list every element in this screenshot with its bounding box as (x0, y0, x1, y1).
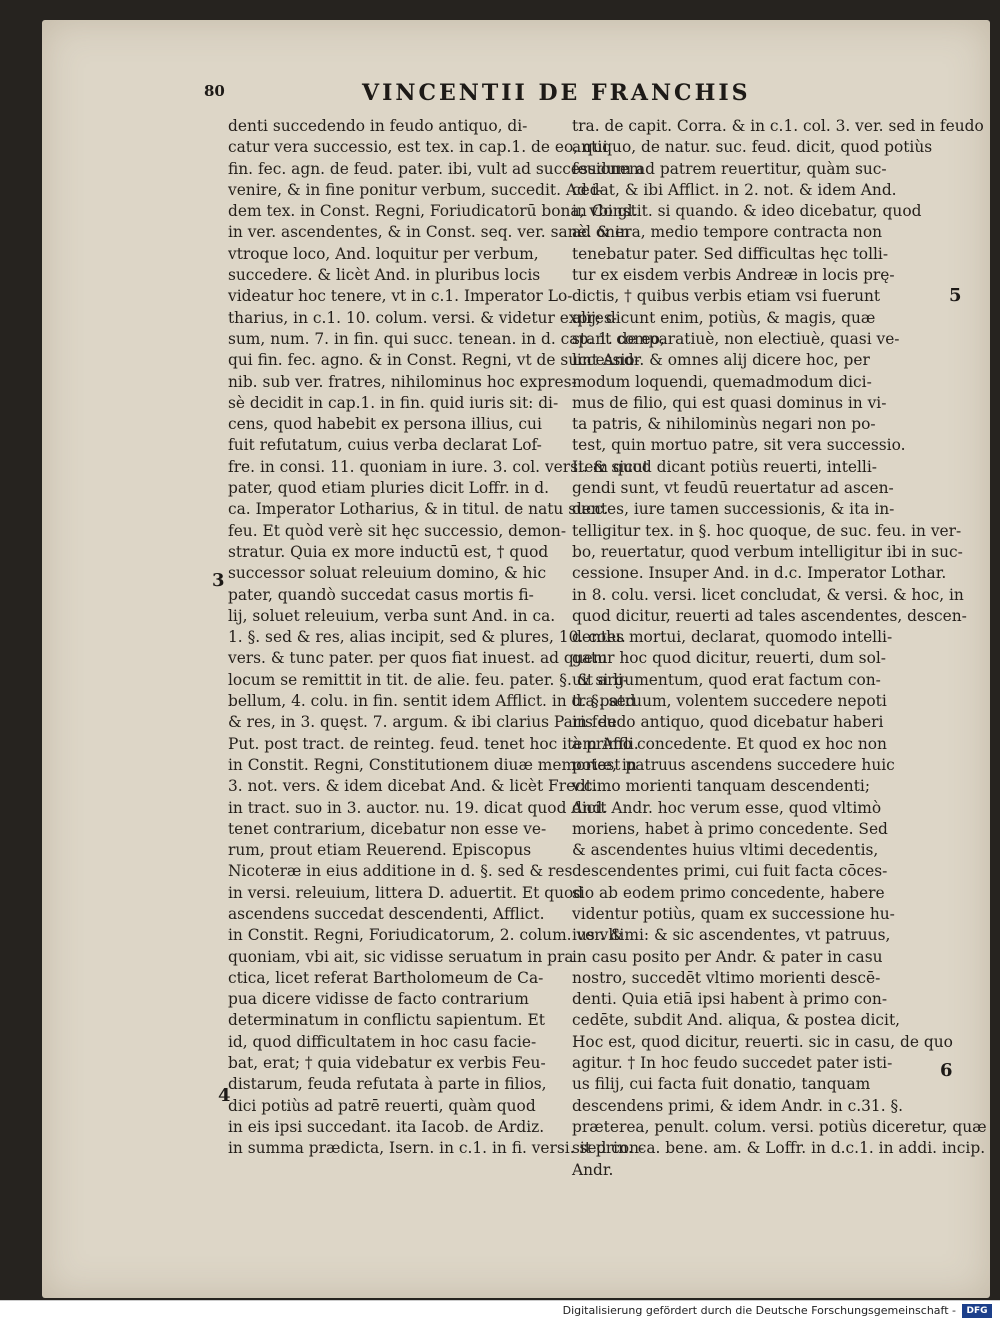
footer-bar (0, 1300, 1000, 1322)
running-head: VINCENTII DE FRANCHIS (362, 80, 751, 106)
text-line: dicit Andr. hoc verum esse, quod vltimò (572, 798, 882, 817)
text-line: antiquo, de natur. suc. feud. dicit, quod potiùs (572, 138, 933, 157)
text-line: mus de filio, qui est quasi dominus in vi- (572, 393, 887, 412)
marginal-number-3: 3 (212, 570, 225, 591)
text-line: sè decidit in cap.1. in fin. quid iuris sit: di- (228, 393, 559, 412)
text-line: in Constit. Regni, Constitutionem diuæ memoriæ, in (228, 755, 637, 774)
text-line: gatur hoc quod dicitur, reuerti, dum sol- (572, 649, 886, 668)
text-line: pater, quandò succedat casus mortis fi- (228, 585, 534, 604)
text-line: 3. not. vers. & idem dicebat And. & licèt Frecc. (228, 777, 598, 796)
text-line: succedere. & licèt And. in pluribus locis (228, 266, 541, 285)
text-line: vltimo morienti tanquam descendenti; (572, 777, 870, 796)
text-line: lij, soluet releuium, verba sunt And. in ca. (228, 606, 556, 625)
text-line: feudum ad patrem reuertitur, quàm suc- (572, 159, 887, 178)
text-line: præterea, penult. colum. versi. potiùs diceretur, quæ (572, 1117, 987, 1136)
text-line: descendens primi, & idem Andr. in c.31. §. (572, 1096, 904, 1115)
text-line: sum, num. 7. in fin. qui succ. tenean. in d. cap. 1. de eo, (228, 329, 665, 348)
text-line: & res, in 3. quęst. 7. argum. & ibi clarius Paris de (228, 713, 617, 732)
text-line: in feudo antiquo, quod dicebatur haberi (572, 713, 884, 732)
text-line: dentes, iure tamen successionis, & ita in- (572, 500, 895, 519)
text-line: dici potiùs ad patrē reuerti, quàm quod (228, 1096, 536, 1115)
text-line: stant comparatiuè, non electiuè, quasi ve- (572, 329, 900, 348)
text-line: agitur. † In hoc feudo succedet pater isti- (572, 1054, 893, 1073)
text-line: bat, erat; † quia videbatur ex verbis Feu- (228, 1054, 546, 1073)
text-line: rum, prout etiam Reuerend. Episcopus (228, 841, 532, 860)
text-line: sio ab eodem primo concedente, habere (572, 883, 885, 902)
text-line: nib. sub ver. fratres, nihilominus hoc expres- (228, 372, 577, 391)
text-line: nostro, succedēt vltimo morienti descē- (572, 968, 881, 987)
text-line: moriens, habet à primo concedente. Sed (572, 819, 888, 838)
left-text-column (228, 116, 665, 1160)
text-line: descendentes primi, cui fuit facta cōces- (572, 862, 888, 881)
text-line: vtroque loco, And. loquitur per verbum, (228, 244, 539, 263)
text-line: tenebatur pater. Sed difficultas hęc tolli- (572, 244, 889, 263)
text-line: in versi. releuium, littera D. aduertit. Et quod (228, 883, 584, 902)
text-line: pater, quod etiam pluries dicit Loffr. in d. (228, 479, 550, 498)
text-line: cedat, & ibi Afflict. in 2. not. & idem And. (572, 180, 897, 199)
text-line: feu. Et quòd verè sit hęc successio, demon- (228, 521, 567, 540)
page-header (42, 80, 990, 110)
text-line: test, quin mortuo patre, sit vera successio. (572, 436, 906, 455)
text-line: quoniam, vbi ait, sic vidisse seruatum in pra (228, 947, 574, 966)
text-line: in eis ipsi succedant. ita Iacob. de Ardiz. (228, 1117, 545, 1136)
text-line: us filij, cui facta fuit donatio, tanquam (572, 1075, 871, 1094)
text-line: dentes mortui, declarat, quomodo intelli- (572, 628, 893, 647)
footer-credit: Digitalisierung gefördert durch die Deutsche Forschungsgemeinschaft - (562, 1304, 956, 1317)
text-line: bo, reuertatur, quod verbum intelligitur ibi in suc- (572, 542, 963, 561)
text-line: potest patruus ascendens succedere huic (572, 755, 895, 774)
text-line: catur vera successio, est tex. in cap.1. de eo, qui (228, 138, 608, 157)
text-line: id, quod difficultatem in hoc casu facie- (228, 1032, 537, 1051)
text-line: distarum, feuda refutata à parte in filios, (228, 1075, 547, 1094)
text-line: in Constit. si quando. & ideo dicebatur, quod (572, 202, 922, 221)
text-line: ad onera, medio tempore contracta non (572, 223, 882, 242)
text-line: modum loquendi, quemadmodum dici- (572, 372, 872, 391)
text-line: dem tex. in Const. Regni, Foriudicatorū bona, vbi gl. (228, 202, 638, 221)
text-line: tenet contrarium, dicebatur non esse ve- (228, 819, 547, 838)
text-line: ctica, licet referat Bartholomeum de Ca- (228, 968, 544, 987)
text-line: in 8. colu. versi. licet concludat, & versi. & hoc, in (572, 585, 964, 604)
text-line: venire, & in fine ponitur verbum, succedit. Ad i- (228, 180, 602, 199)
right-text-column (572, 116, 987, 1181)
text-line: gendi sunt, vt feudū reuertatur ad ascen- (572, 479, 894, 498)
text-line: à primo concedente. Et quod ex hoc non (572, 734, 887, 753)
marginal-number-5: 5 (949, 285, 962, 306)
text-line: fuit refutatum, cuius verba declarat Lof- (228, 436, 542, 455)
text-line: videntur potiùs, quam ex successione hu- (572, 904, 895, 923)
text-line: determinatum in conflictu sapientum. Et (228, 1011, 545, 1030)
text-line: lint Andr. & omnes alij dicere hoc, per (572, 351, 870, 370)
dfg-logo: DFG (962, 1304, 992, 1318)
text-line: ascendens succedat descendenti, Afflict. (228, 904, 545, 923)
text-line: successor soluat releuium domino, & hic (228, 564, 547, 583)
text-line: denti. Quia etiā ipsi habent à primo con- (572, 990, 888, 1009)
text-line: cens, quod habebit ex persona illius, cui (228, 415, 542, 434)
text-line: tra. de capit. Corra. & in c.1. col. 3. ver. sed in feudo (572, 117, 984, 135)
text-line: tur ex eisdem verbis Andreæ in locis prę- (572, 266, 895, 285)
text-line: in ver. ascendentes, & in Const. seq. ver. sanè. & in (228, 223, 630, 242)
text-line: telligitur tex. in §. hoc quoque, de suc. feu. in ver- (572, 521, 962, 540)
marginal-number-6: 6 (940, 1060, 953, 1081)
text-line: alij; dicunt enim, potiùs, & magis, quæ (572, 308, 876, 327)
book-page (42, 20, 990, 1298)
text-line: in casu posito per Andr. & pater in casu (572, 947, 883, 966)
text-line: bellum, 4. colu. in fin. sentit idem Afflict. in d. §. sed (228, 692, 636, 711)
text-line: in tract. suo in 3. auctor. nu. 19. dicat quod And. (228, 798, 608, 817)
text-line: fin. fec. agn. de feud. pater. ibi, vult ad successionem (228, 159, 644, 178)
text-line: dictis, † quibus verbis etiam vsi fuerunt (572, 287, 881, 306)
marginal-number-4: 4 (218, 1085, 231, 1106)
text-line: stratur. Quia ex more inductū est, † quod (228, 542, 549, 561)
text-line: sit prin. ca. bene. am. & Loffr. in d.c.1. in addi. incip. (572, 1139, 986, 1158)
text-line: fre. in consi. 11. quoniam in iure. 3. col. versi. & sicut (228, 457, 649, 476)
text-line: & ascendentes huius vltimi decedentis, (572, 841, 879, 860)
text-line: denti succedendo in feudo antiquo, di- (228, 117, 528, 135)
text-line: videatur hoc tenere, vt in c.1. Imperator Lo- (228, 287, 573, 306)
text-line: in Constit. Regni, Foriudicatorum, 2. colum. ver. & (228, 926, 624, 945)
text-line: tharius, in c.1. 10. colum. versi. & videtur expres- (228, 308, 617, 327)
text-line: pua dicere vidisse de facto contrarium (228, 990, 529, 1009)
text-line: Hoc est, quod dicitur, reuerti. sic in casu, de quo (572, 1032, 953, 1051)
text-line: Andr. (572, 1160, 614, 1179)
text-line: Item quod dicant potiùs reuerti, intelli- (572, 457, 877, 476)
text-line: ta patris, & nihilominùs negari non po- (572, 415, 876, 434)
text-line: 1. §. sed & res, alias incipit, sed & plures, 10. colu. (228, 628, 626, 647)
text-line: ius vltimi: & sic ascendentes, vt patruus, (572, 926, 891, 945)
text-line: qui fin. fec. agno. & in Const. Regni, vt de successio- (228, 351, 640, 370)
text-line: cedēte, subdit And. aliqua, & postea dicit, (572, 1011, 901, 1030)
text-line: quod dicitur, reuerti ad tales ascendentes, descen- (572, 606, 967, 625)
text-line: vers. & tunc pater. per quos fiat inuest. ad quem (228, 649, 608, 668)
page-number: 80 (204, 82, 225, 100)
text-line: Nicoteræ in eius additione in d. §. sed & res (228, 862, 573, 881)
text-line: uit argumentum, quod erat factum con- (572, 670, 881, 689)
text-line: tra patruum, volentem succedere nepoti (572, 692, 887, 711)
text-line: in summa prædicta, Isern. in c.1. in fi. versi. sed con- (228, 1139, 645, 1158)
text-line: cessione. Insuper And. in d.c. Imperator Lothar. (572, 564, 947, 583)
text-line: Put. post tract. de reinteg. feud. tenet hoc item Affli. (228, 734, 639, 753)
text-line: ca. Imperator Lotharius, & in titul. de natu succ. (228, 500, 609, 519)
text-line: locum se remittit in tit. de alie. feu. pater. §. & si li- (228, 670, 629, 689)
